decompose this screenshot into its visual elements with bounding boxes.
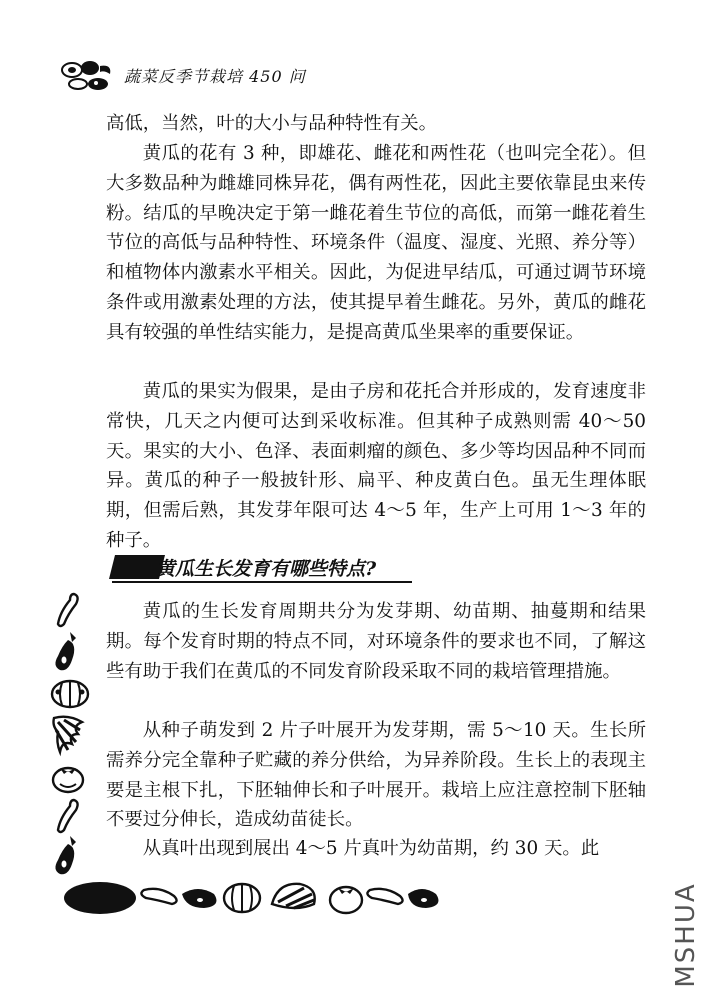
cucumber-icon xyxy=(50,796,84,836)
section-heading xyxy=(112,553,412,583)
paragraph-germination: 从种子萌发到 2 片子叶展开为发芽期，需 5～10 天。生长所需养分完全靠种子贮藏的养分供给，为异养阶段。生长上的表现主要是主根下扎，下胚轴伸长和子叶展开。栽培上应注意控制下胚轴不要过分伸长，造成幼苗徒长。 xyxy=(106,720,646,831)
black-oval-icon xyxy=(64,882,136,914)
cucumber-icon xyxy=(50,590,84,630)
pumpkin-icon xyxy=(50,676,90,710)
watermark-text: MSHUA xyxy=(671,882,701,988)
book-title: 蔬菜反季节栽培 450 问 xyxy=(124,67,306,86)
tomato-icon xyxy=(50,760,86,794)
cauliflower-icon xyxy=(272,884,315,908)
cucumber-icon xyxy=(141,889,176,904)
watermark xyxy=(666,880,706,990)
eggplant-icon xyxy=(50,834,84,878)
heading-underline xyxy=(112,581,412,583)
eggplant-icon xyxy=(50,630,84,674)
cauliflower-icon xyxy=(50,712,86,758)
cucumber-icon xyxy=(367,889,402,904)
footer-vegetable-strip xyxy=(64,874,444,920)
paragraph-leaf-size: 高低，当然，叶的大小与品种特性有关。 xyxy=(106,113,438,134)
paragraph-flowers: 黄瓜的花有 3 种，即雄花、雌花和两性花（也叫完全花）。但大多数品种为雌雄同株异花，偶有两性花，因此主要依靠昆虫来传粉。结瓜的早晚决定于第一雌花着生节位的高低，而第一雌花着生节位的高低与品种特性、环境条件（温度、湿度、光照、养分等）和植物体内激素水平相关。因此，为促进早结瓜，可通过调节环境条件或用激素处理的方法，使其提早着生雌花。另外，黄瓜的雌花具有较强的单性结实能力，是提高黄瓜坐果率的重要保证。 xyxy=(106,143,646,343)
paragraph-growth-stages: 黄瓜的生长发育周期共分为发芽期、幼苗期、抽蔓期和结果期。每个发育时期的特点不同，对环境条件的要求也不同，了解这些有助于我们在黄瓜的不同发育阶段采取不同的栽培管理措施。 xyxy=(106,601,646,682)
vegetable-cluster-icon xyxy=(60,58,116,92)
pumpkin-icon xyxy=(224,884,260,912)
paragraph-fruit: 黄瓜的果实为假果，是由子房和花托合并形成的，发育速度非常快，几天之内便可达到采收标准。但其种子成熟则需 40～50 天。果实的大小、色泽、表面刺瘤的颜色、多少等均因品种不同而异。黄瓜的种子一般披针形、扁平、种皮黄白色。虽无生理体眠期，但需后熟，其发芽年限可达 4～5 年，生产上可用 1～3 年的种子。 xyxy=(106,381,646,551)
eggplant-icon xyxy=(408,889,438,908)
eggplant-icon xyxy=(182,889,216,908)
tomato-icon xyxy=(330,887,362,913)
paragraph-seedling: 从真叶出现到展出 4～5 片真叶为幼苗期，约 30 天。此 xyxy=(142,838,600,859)
section-title: 黄瓜生长发育有哪些特点? xyxy=(156,558,377,580)
